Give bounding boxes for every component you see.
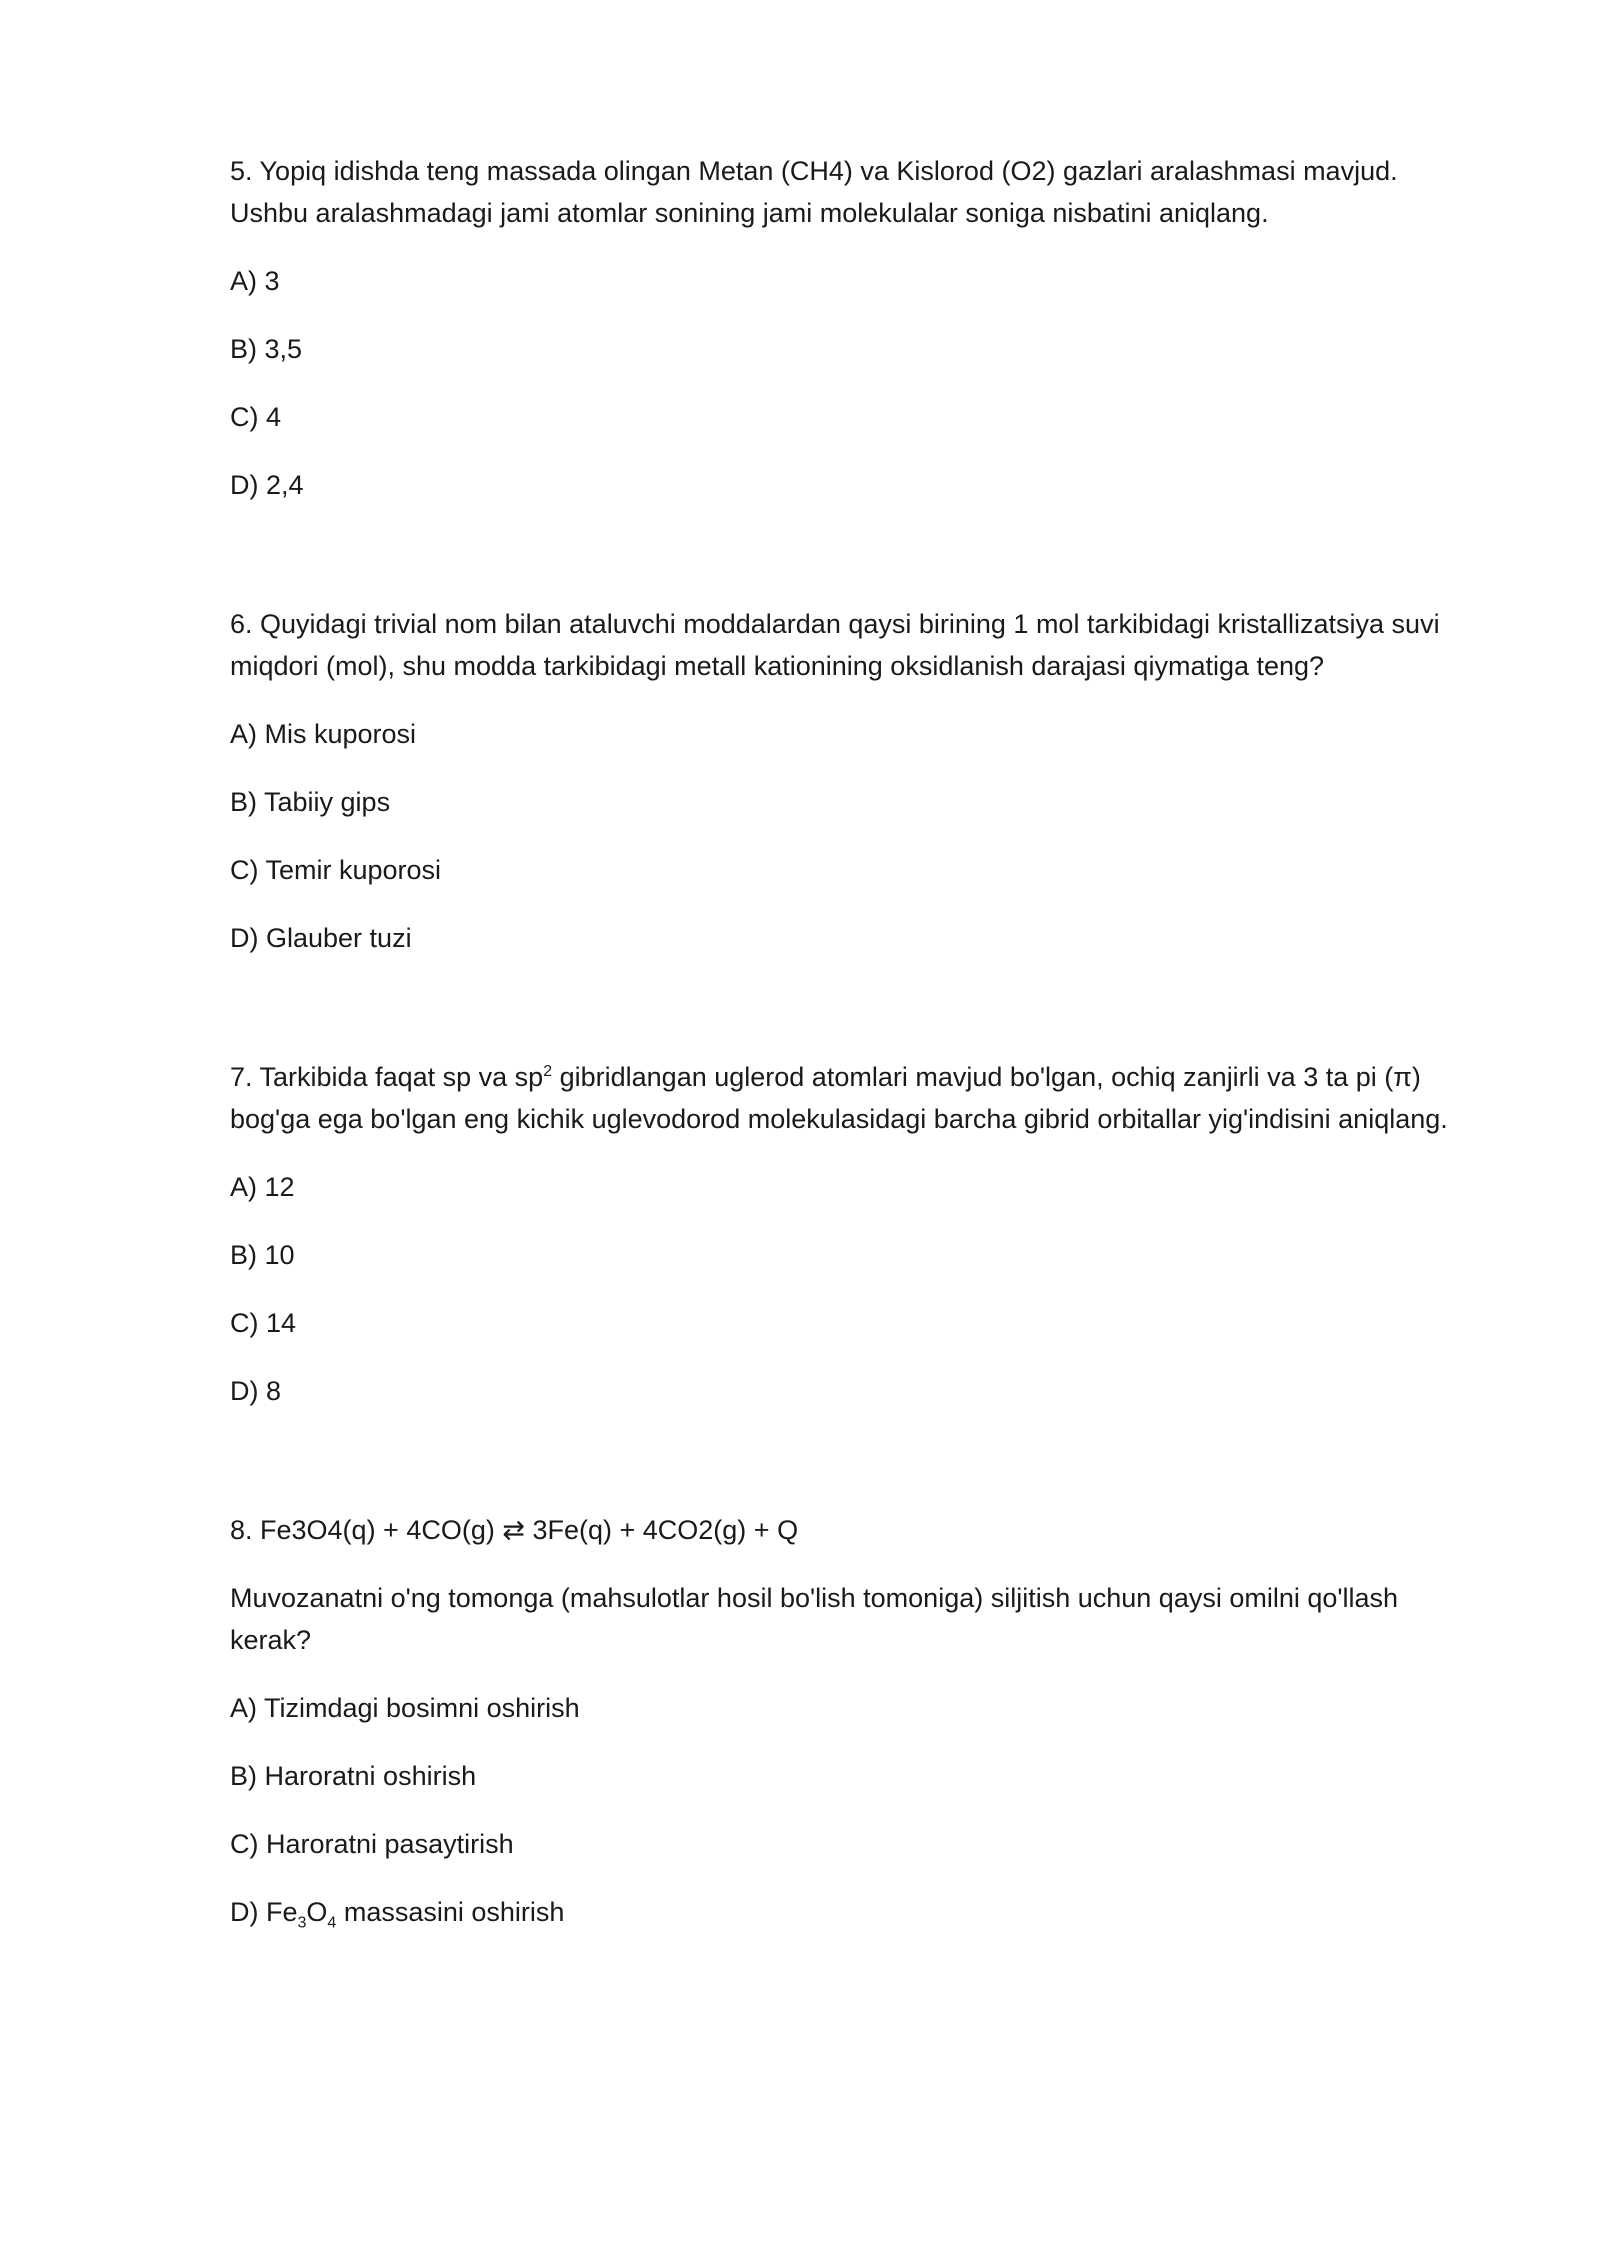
question-text — [230, 1056, 1480, 1140]
answer-options — [230, 260, 1480, 506]
subscript-3: 3 — [297, 1914, 307, 1932]
question-5 — [230, 150, 1480, 532]
question-text-end: gibridlangan uglerod atomlari mavjud bo'lgan, ochiq zanjirli va 3 ta pi (π) bog'ga ega bo'lgan eng kichik uglevodorod molekulasidagi barcha gibrid orbitallar yig'indisini aniqlang. — [230, 1062, 1448, 1134]
answer-options — [230, 1166, 1480, 1412]
option-d: D) Glauber tuzi — [230, 923, 412, 953]
option-d-prefix: D) Fe — [230, 1897, 298, 1927]
question-7 — [230, 1056, 1480, 1438]
option-b: B) 10 — [230, 1240, 295, 1270]
option-c: C) 14 — [230, 1308, 297, 1338]
question-6 — [230, 603, 1480, 985]
reaction-equation: 8. Fe3O4(q) + 4CO(g) ⇄ 3Fe(q) + 4CO2(g) + Q — [230, 1515, 799, 1545]
option-a: A) 12 — [230, 1172, 295, 1202]
subscript-4: 4 — [327, 1914, 337, 1932]
option-a: A) Mis kuporosi — [230, 719, 417, 749]
option-d: D) 2,4 — [230, 470, 304, 500]
question-text: Muvozanatni o'ng tomonga (mahsulotlar hosil bo'lish tomoniga) siljitish uchun qaysi omilni qo'llash kerak? — [230, 1583, 1399, 1655]
superscript-2: 2 — [543, 1063, 553, 1080]
option-b: B) 3,5 — [230, 334, 303, 364]
question-8 — [230, 1509, 1480, 1959]
option-c: C) Haroratni pasaytirish — [230, 1829, 514, 1859]
option-d-suffix: massasini oshirish — [336, 1897, 565, 1927]
answer-options — [230, 1687, 1480, 1933]
option-d — [230, 1891, 1480, 1933]
option-a: A) Tizimdagi bosimni oshirish — [230, 1693, 580, 1723]
answer-options — [230, 713, 1480, 959]
option-c: C) 4 — [230, 402, 282, 432]
question-text: 5. Yopiq idishda teng massada olingan Metan (CH4) va Kislorod (O2) gazlari aralashmasi mavjud. Ushbu aralashmadagi jami atomlar sonining jami molekulalar soniga nisbatini aniqlang. — [230, 156, 1398, 228]
option-c: C) Temir kuporosi — [230, 855, 442, 885]
option-d-mid: O — [306, 1897, 328, 1927]
question-text: 6. Quyidagi trivial nom bilan ataluvchi moddalardan qaysi birining 1 mol tarkibidagi kristallizatsiya suvi miqdori (mol), shu modda tarkibidagi metall kationining oksidlanish darajasi qiymatiga teng? — [230, 609, 1440, 681]
option-b: B) Haroratni oshirish — [230, 1761, 477, 1791]
option-b: B) Tabiiy gips — [230, 787, 391, 817]
question-text-start: 7. Tarkibida faqat sp va sp — [230, 1062, 544, 1092]
option-a: A) 3 — [230, 266, 280, 296]
option-d: D) 8 — [230, 1376, 282, 1406]
